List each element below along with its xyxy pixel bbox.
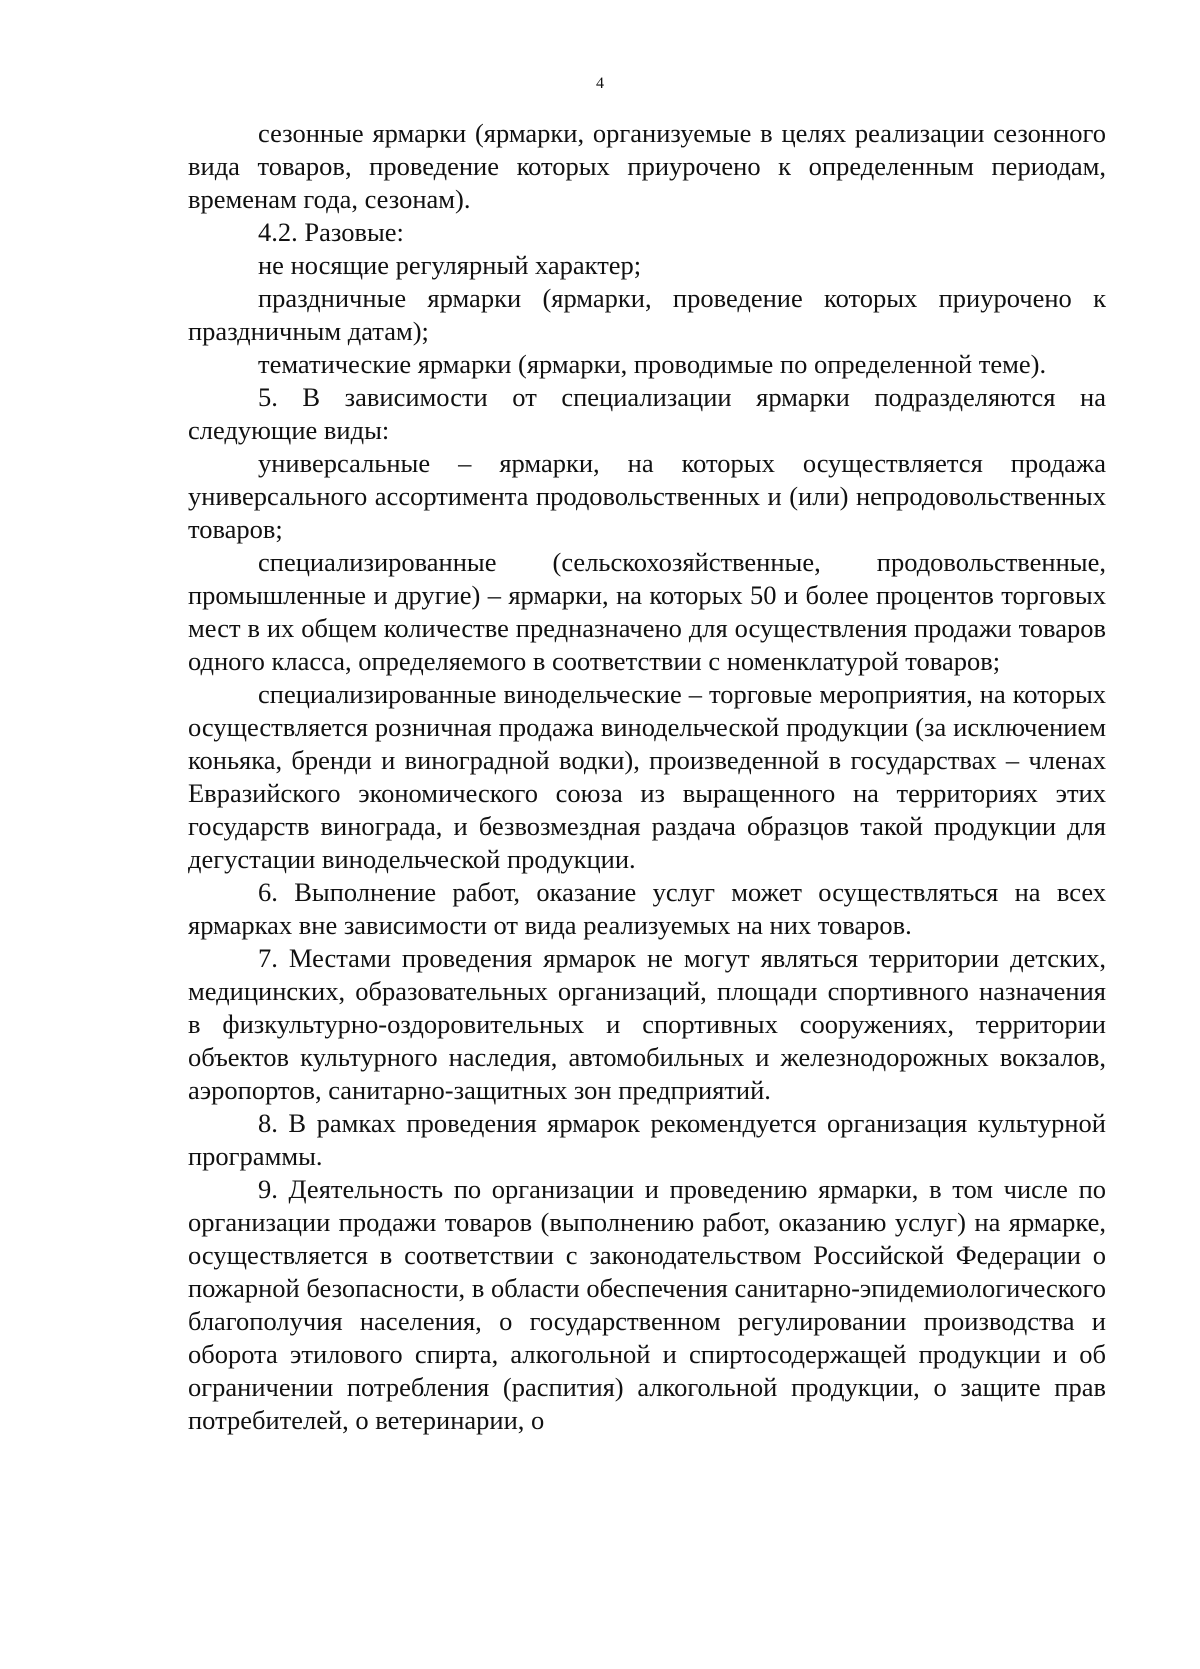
paragraph-item-6: 6. Выполнение работ, оказание услуг может осуществляться на всех ярмарках вне зависимости от вида реализуемых на них товаров. (188, 877, 1106, 940)
paragraph-thematic-fairs: тематические ярмарки (ярмарки, проводимые по определенной теме). (258, 349, 1047, 379)
paragraph-universal-fairs: универсальные – ярмарки, на которых осуществляется продажа универсального ассортимента продовольственных и (или) непродовольственных товаров; (188, 448, 1106, 544)
paragraph-item-7: 7. Местами проведения ярмарок не могут являться территории детских, медицинских, образовательных организаций, площади спортивного назначения в физкультурно-оздоровительных и спортивных сооружениях, территории объектов культурного наследия, автомобильных и железнодорожных вокзалов, аэропортов, санитарно-защитных зон предприятий. (188, 943, 1106, 1105)
paragraph-holiday-fairs: праздничные ярмарки (ярмарки, проведение которых приурочено к праздничным датам); (188, 283, 1106, 346)
paragraph-wine-fairs: специализированные винодельческие – торговые мероприятия, на которых осуществляется розничная продажа винодельческой продукции (за исключением коньяка, бренди и виноградной водки), произведенной в государствах – членах Евразийского экономического союза из выращенного на территориях этих государств винограда, и безвозмездная раздача образцов такой продукции для дегустации винодельческой продукции. (188, 679, 1106, 874)
paragraph-one-time-heading: 4.2. Разовые: (258, 217, 404, 247)
paragraph-non-regular: не носящие регулярный характер; (258, 250, 642, 280)
page-number: 4 (596, 75, 604, 92)
document-body (188, 117, 1106, 1437)
paragraph-item-8: 8. В рамках проведения ярмарок рекомендуется организация культурной программы. (188, 1108, 1106, 1171)
paragraph-item-5: 5. В зависимости от специализации ярмарки подразделяются на следующие виды: (188, 382, 1106, 445)
paragraph-seasonal-fairs: сезонные ярмарки (ярмарки, организуемые в целях реализации сезонного вида товаров, проведение которых приурочено к определенным периодам, временам года, сезонам). (188, 118, 1106, 214)
paragraph-item-9: 9. Деятельность по организации и проведению ярмарки, в том числе по организации продажи товаров (выполнению работ, оказанию услуг) на ярмарке, осуществляется в соответствии с законодательством Российской Федерации о пожарной безопасности, в области обеспечения санитарно-эпидемиологического благополучия населения, о государственном регулировании производства и оборота этилового спирта, алкогольной и спиртосодержащей продукции и об ограничении потребления (распития) алкогольной продукции, о защите прав потребителей, о ветеринарии, о (188, 1174, 1106, 1435)
paragraph-specialized-fairs: специализированные (сельскохозяйственные, продовольственные, промышленные и другие) – ярмарки, на которых 50 и более процентов торговых мест в их общем количестве предназначено для осуществления продажи товаров одного класса, определяемого в соответствии с номенклатурой товаров; (188, 547, 1106, 676)
